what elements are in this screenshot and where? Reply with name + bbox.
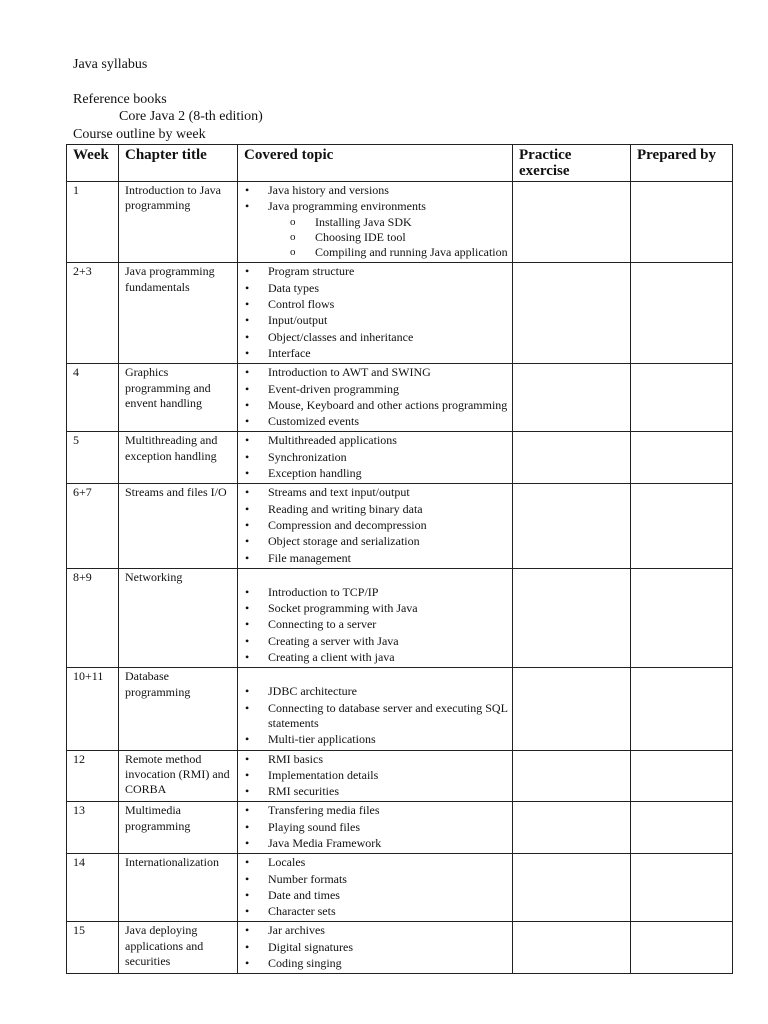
topic-list xyxy=(238,684,508,747)
subtopic-text: Installing Java SDK xyxy=(315,214,412,229)
bullet-icon: • xyxy=(245,617,250,632)
topic-item xyxy=(238,518,508,533)
topic-item xyxy=(238,264,508,279)
topic-text: Control flows xyxy=(268,297,335,312)
topic-text: Customized events xyxy=(268,414,359,429)
week-cell: 2+3 xyxy=(67,263,119,364)
covered-topic-cell xyxy=(238,802,513,854)
bullet-icon: • xyxy=(245,280,250,295)
topic-item xyxy=(238,382,508,397)
covered-topic-cell xyxy=(238,750,513,802)
week-cell: 8+9 xyxy=(67,568,119,667)
subtopic-text: Choosing IDE tool xyxy=(315,229,406,244)
topic-text: Locales xyxy=(268,855,306,870)
topic-item xyxy=(238,585,508,600)
topic-text: Multithreaded applications xyxy=(268,433,397,448)
bullet-icon: • xyxy=(245,767,250,782)
practice-exercise-cell xyxy=(513,432,631,484)
prepared-by-cell xyxy=(631,668,733,750)
topic-text: Socket programming with Java xyxy=(268,601,418,616)
topic-text: Interface xyxy=(268,345,311,360)
topic-text: Exception handling xyxy=(268,466,362,481)
table-row xyxy=(67,922,733,974)
topic-text: Connecting to database server and executing SQL statements xyxy=(268,700,508,730)
topic-text: RMI securities xyxy=(268,784,339,799)
bullet-icon: • xyxy=(245,887,250,902)
chapter-title-cell: Remote method invocation (RMI) and CORBA xyxy=(119,750,238,802)
practice-exercise-cell xyxy=(513,668,631,750)
topic-item xyxy=(238,904,508,919)
prepared-by-cell xyxy=(631,484,733,568)
topic-text: Java programming environments xyxy=(268,199,426,214)
bullet-icon: • xyxy=(245,923,250,938)
bullet-icon: • xyxy=(245,784,250,799)
covered-topic-cell xyxy=(238,668,513,750)
topic-item xyxy=(238,888,508,903)
topic-text: File management xyxy=(268,550,351,565)
bullet-icon: • xyxy=(245,534,250,549)
topic-text: Transfering media files xyxy=(268,803,380,818)
topic-list xyxy=(238,752,508,800)
bullet-icon: • xyxy=(245,414,250,429)
topic-text: Introduction to AWT and SWING xyxy=(268,365,431,380)
bullet-icon: • xyxy=(245,956,250,971)
topic-item xyxy=(238,768,508,783)
week-cell: 5 xyxy=(67,432,119,484)
practice-exercise-cell xyxy=(513,484,631,568)
topic-list xyxy=(238,803,508,851)
bullet-icon: • xyxy=(245,650,250,665)
topic-item xyxy=(238,940,508,955)
prepared-by-cell xyxy=(631,922,733,974)
chapter-title-cell: Introduction to Java programming xyxy=(119,182,238,263)
bullet-icon: • xyxy=(245,297,250,312)
subtopic-text: Compiling and running Java application xyxy=(315,245,508,260)
topic-item xyxy=(238,297,508,312)
topic-item xyxy=(238,752,508,767)
circle-bullet-icon: o xyxy=(290,230,296,243)
chapter-title-cell: Database programming xyxy=(119,668,238,750)
topic-item xyxy=(238,199,508,260)
topic-list xyxy=(238,183,508,260)
covered-topic-cell xyxy=(238,432,513,484)
table-row xyxy=(67,802,733,854)
bullet-icon: • xyxy=(245,803,250,818)
week-cell: 10+11 xyxy=(67,668,119,750)
topic-item xyxy=(238,601,508,616)
topic-item xyxy=(238,634,508,649)
topic-text: RMI basics xyxy=(268,751,323,766)
topic-item xyxy=(238,836,508,851)
practice-exercise-cell xyxy=(513,802,631,854)
practice-exercise-cell xyxy=(513,854,631,922)
topic-item xyxy=(238,855,508,870)
chapter-title-cell: Java programming fundamentals xyxy=(119,263,238,364)
topic-text: Date and times xyxy=(268,887,340,902)
topic-text: Program structure xyxy=(268,264,355,279)
covered-topic-cell xyxy=(238,854,513,922)
week-cell: 13 xyxy=(67,802,119,854)
topic-list xyxy=(238,485,508,565)
bullet-icon: • xyxy=(245,871,250,886)
practice-exercise-cell xyxy=(513,922,631,974)
bullet-icon: • xyxy=(245,700,250,715)
header-practice-exercise: Practice exercise xyxy=(513,145,631,182)
week-cell: 14 xyxy=(67,854,119,922)
topic-text: Reading and writing binary data xyxy=(268,501,423,516)
covered-topic-cell xyxy=(238,263,513,364)
outline-label: Course outline by week xyxy=(73,127,206,142)
bullet-icon: • xyxy=(245,449,250,464)
bullet-icon: • xyxy=(245,584,250,599)
reference-books-label: Reference books xyxy=(73,92,167,107)
circle-bullet-icon: o xyxy=(290,246,296,259)
bullet-icon: • xyxy=(245,397,250,412)
topic-item xyxy=(238,330,508,345)
bullet-icon: • xyxy=(245,365,250,380)
topic-list xyxy=(238,433,508,481)
topic-item xyxy=(238,183,508,198)
bullet-icon: • xyxy=(245,345,250,360)
circle-bullet-icon: o xyxy=(290,215,296,228)
table-row xyxy=(67,484,733,568)
bullet-icon: • xyxy=(245,264,250,279)
prepared-by-cell xyxy=(631,854,733,922)
topic-text: Compression and decompression xyxy=(268,517,427,532)
table-row xyxy=(67,432,733,484)
topic-item xyxy=(238,701,508,732)
chapter-title-cell: Java deploying applications and securities xyxy=(119,922,238,974)
topic-text: Creating a client with java xyxy=(268,650,395,665)
table-row xyxy=(67,182,733,263)
bullet-icon: • xyxy=(245,329,250,344)
week-cell: 6+7 xyxy=(67,484,119,568)
chapter-title-cell: Internationalization xyxy=(119,854,238,922)
week-cell: 12 xyxy=(67,750,119,802)
bullet-icon: • xyxy=(245,601,250,616)
practice-exercise-cell xyxy=(513,568,631,667)
chapter-title-cell: Multithreading and exception handling xyxy=(119,432,238,484)
practice-exercise-cell xyxy=(513,263,631,364)
bullet-icon: • xyxy=(245,517,250,532)
subtopic-list xyxy=(268,215,508,261)
prepared-by-cell xyxy=(631,263,733,364)
table-body xyxy=(67,182,733,974)
bullet-icon: • xyxy=(245,835,250,850)
topic-list xyxy=(238,585,508,665)
header-week: Week xyxy=(67,145,119,182)
table-header-row xyxy=(67,145,733,182)
table-row xyxy=(67,668,733,750)
topic-item xyxy=(238,502,508,517)
bullet-icon: • xyxy=(245,751,250,766)
subtopic-item xyxy=(268,215,508,230)
topic-text: Input/output xyxy=(268,313,328,328)
bullet-icon: • xyxy=(245,904,250,919)
header-prepared-by: Prepared by xyxy=(631,145,733,182)
topic-text: Java Media Framework xyxy=(268,835,382,850)
topic-item xyxy=(238,803,508,818)
topic-text: Digital signatures xyxy=(268,939,353,954)
topic-text: Event-driven programming xyxy=(268,381,399,396)
topic-text: Implementation details xyxy=(268,767,379,782)
topic-text: Creating a server with Java xyxy=(268,633,399,648)
topic-item xyxy=(238,784,508,799)
table-row xyxy=(67,568,733,667)
bullet-icon: • xyxy=(245,633,250,648)
subtopic-item xyxy=(268,245,508,260)
topic-item xyxy=(238,346,508,361)
topic-text: Coding singing xyxy=(268,956,342,971)
practice-exercise-cell xyxy=(513,182,631,263)
topic-text: Connecting to a server xyxy=(268,617,377,632)
covered-topic-cell xyxy=(238,922,513,974)
week-cell: 1 xyxy=(67,182,119,263)
header-covered-topic: Covered topic xyxy=(238,145,513,182)
prepared-by-cell xyxy=(631,182,733,263)
topic-text: Synchronization xyxy=(268,449,347,464)
prepared-by-cell xyxy=(631,432,733,484)
table-row xyxy=(67,263,733,364)
topic-text: Object/classes and inheritance xyxy=(268,329,414,344)
bullet-icon: • xyxy=(245,501,250,516)
topic-list xyxy=(238,365,508,429)
chapter-title-cell: Streams and files I/O xyxy=(119,484,238,568)
chapter-title-cell: Multimedia programming xyxy=(119,802,238,854)
prepared-by-cell xyxy=(631,364,733,432)
topic-item xyxy=(238,414,508,429)
prepared-by-cell xyxy=(631,802,733,854)
topic-item xyxy=(238,820,508,835)
topic-text: Jar archives xyxy=(268,923,325,938)
table-row xyxy=(67,750,733,802)
subtopic-item xyxy=(268,230,508,245)
bullet-icon: • xyxy=(245,855,250,870)
syllabus-table xyxy=(66,144,733,974)
topic-item xyxy=(238,551,508,566)
chapter-title-cell: Networking xyxy=(119,568,238,667)
topic-item xyxy=(238,650,508,665)
reference-book: Core Java 2 (8-th edition) xyxy=(119,109,263,124)
topic-item xyxy=(238,923,508,938)
topic-item xyxy=(238,956,508,971)
topic-text: Introduction to TCP/IP xyxy=(268,584,379,599)
week-cell: 15 xyxy=(67,922,119,974)
topic-list xyxy=(238,855,508,919)
bullet-icon: • xyxy=(245,199,250,214)
bullet-icon: • xyxy=(245,732,250,747)
covered-topic-cell xyxy=(238,484,513,568)
topic-item xyxy=(238,732,508,747)
topic-list xyxy=(238,264,508,361)
covered-topic-cell xyxy=(238,182,513,263)
topic-text: Number formats xyxy=(268,871,347,886)
bullet-icon: • xyxy=(245,819,250,834)
bullet-icon: • xyxy=(245,684,250,699)
topic-text: Multi-tier applications xyxy=(268,732,376,747)
document-title: Java syllabus xyxy=(73,57,148,72)
practice-exercise-cell xyxy=(513,364,631,432)
bullet-icon: • xyxy=(245,433,250,448)
topic-item xyxy=(238,313,508,328)
topic-text: Data types xyxy=(268,280,319,295)
topic-item xyxy=(238,684,508,699)
topic-list xyxy=(238,923,508,971)
bullet-icon: • xyxy=(245,381,250,396)
bullet-icon: • xyxy=(245,183,250,197)
table-row xyxy=(67,364,733,432)
topic-text: Object storage and serialization xyxy=(268,534,420,549)
bullet-icon: • xyxy=(245,466,250,481)
bullet-icon: • xyxy=(245,939,250,954)
prepared-by-cell xyxy=(631,568,733,667)
topic-item xyxy=(238,365,508,380)
topic-item xyxy=(238,485,508,500)
topic-text: JDBC architecture xyxy=(268,684,357,699)
topic-text: Java history and versions xyxy=(268,183,389,197)
topic-item xyxy=(238,450,508,465)
bullet-icon: • xyxy=(245,550,250,565)
bullet-icon: • xyxy=(245,485,250,500)
topic-item xyxy=(238,872,508,887)
bullet-icon: • xyxy=(245,313,250,328)
topic-item xyxy=(238,281,508,296)
topic-item xyxy=(238,433,508,448)
chapter-title-cell: Graphics programming and envent handling xyxy=(119,364,238,432)
topic-text: Character sets xyxy=(268,904,336,919)
topic-item xyxy=(238,534,508,549)
topic-item xyxy=(238,398,508,413)
header-chapter-title: Chapter title xyxy=(119,145,238,182)
topic-text: Playing sound files xyxy=(268,819,360,834)
topic-item xyxy=(238,617,508,632)
topic-text: Streams and text input/output xyxy=(268,485,410,500)
practice-exercise-cell xyxy=(513,750,631,802)
covered-topic-cell xyxy=(238,568,513,667)
topic-text: Mouse, Keyboard and other actions programming xyxy=(268,397,508,412)
table-row xyxy=(67,854,733,922)
week-cell: 4 xyxy=(67,364,119,432)
covered-topic-cell xyxy=(238,364,513,432)
topic-item xyxy=(238,466,508,481)
prepared-by-cell xyxy=(631,750,733,802)
